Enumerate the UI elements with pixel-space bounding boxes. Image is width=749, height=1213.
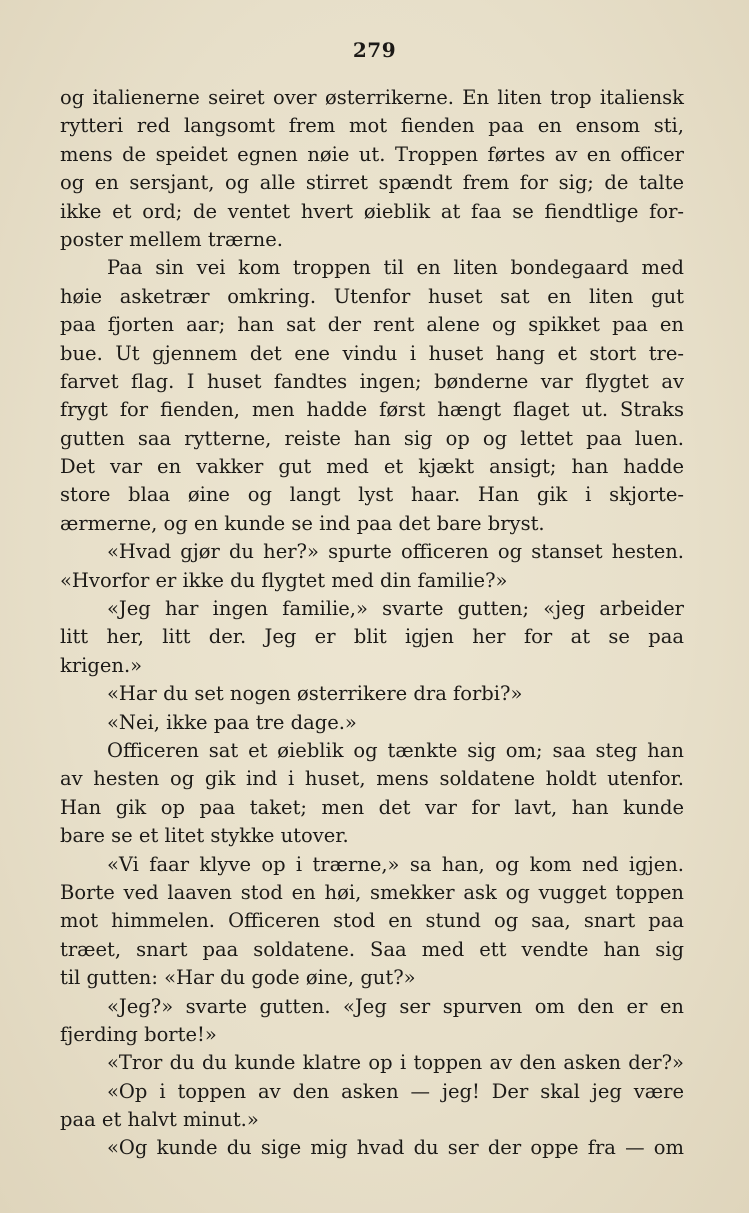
text-line: bue. Ut gjennem det ene vindu i huset hang et stort tre- bbox=[60, 341, 684, 365]
text-line: mot himmelen. Officeren stod en stund og saa, snart paa bbox=[60, 909, 684, 933]
text-line: frygt for fienden, men hadde først hængt flaget ut. Straks bbox=[60, 398, 684, 422]
text-line: «Hvad gjør du her?» spurte officeren og stanset hesten. bbox=[107, 540, 684, 564]
text-line: «Nei, ikke paa tre dage.» bbox=[107, 710, 357, 734]
text-line: Borte ved laaven stod en høi, smekker ask og vugget toppen bbox=[60, 880, 684, 904]
text-line: «Jeg har ingen familie,» svarte gutten; «jeg arbeider bbox=[107, 597, 684, 621]
text-line: av hesten og gik ind i huset, mens soldatene holdt utenfor. bbox=[60, 767, 684, 791]
text-line: store blaa øine og langt lyst haar. Han gik i skjorte- bbox=[60, 483, 684, 507]
text-line: ærmerne, og en kunde se ind paa det bare bryst. bbox=[60, 511, 545, 535]
text-line: paa fjorten aar; han sat der rent alene og spikket paa en bbox=[60, 313, 684, 337]
text-line: poster mellem trærne. bbox=[60, 227, 283, 251]
text-line: Det var en vakker gut med et kjækt ansigt; han hadde bbox=[60, 455, 684, 479]
text-line: træet, snart paa soldatene. Saa med ett vendte han sig bbox=[60, 937, 684, 961]
text-line: krigen.» bbox=[60, 653, 143, 677]
text-line: Han gik op paa taket; men det var for lavt, han kunde bbox=[60, 795, 684, 819]
text-line: mens de speidet egnen nøie ut. Troppen førtes av en officer bbox=[60, 142, 684, 166]
text-line: Officeren sat et øieblik og tænkte sig om; saa steg han bbox=[107, 738, 684, 762]
text-line: og en sersjant, og alle stirret spændt frem for sig; de talte bbox=[60, 171, 684, 195]
text-line: paa et halvt minut.» bbox=[60, 1108, 259, 1132]
text-line: «Hvorfor er ikke du flygtet med din familie?» bbox=[60, 568, 508, 592]
text-line: «Har du set nogen østerrikere dra forbi?» bbox=[107, 682, 523, 706]
text-line: fjerding borte!» bbox=[60, 1022, 217, 1046]
text-line: «Jeg?» svarte gutten. «Jeg ser spurven om den er en bbox=[107, 994, 684, 1018]
text-line: farvet flag. I huset fandtes ingen; bønderne var flygtet av bbox=[60, 369, 684, 393]
text-line: Paa sin vei kom troppen til en liten bondegaard med bbox=[107, 256, 684, 280]
text-line: «Op i toppen av den asken — jeg! Der skal jeg være bbox=[107, 1079, 684, 1103]
text-line: litt her, litt der. Jeg er blit igjen her for at se paa bbox=[60, 625, 684, 649]
text-line: høie asketrær omkring. Utenfor huset sat en liten gut bbox=[60, 284, 684, 308]
page-number: 279 bbox=[352, 38, 397, 62]
text-line: bare se et litet stykke utover. bbox=[60, 824, 349, 848]
text-line: til gutten: «Har du gode øine, gut?» bbox=[60, 966, 416, 990]
text-line: «Vi faar klyve op i trærne,» sa han, og kom ned igjen. bbox=[107, 852, 684, 876]
text-line: gutten saa rytterne, reiste han sig op og lettet paa luen. bbox=[60, 426, 684, 450]
text-line: ikke et ord; de ventet hvert øieblik at faa se fiendtlige for- bbox=[60, 199, 684, 223]
text-line: «Tror du du kunde klatre op i toppen av den asken der?» bbox=[107, 1051, 684, 1075]
text-line: rytteri red langsomt frem mot fienden paa en ensom sti, bbox=[60, 114, 684, 138]
body-text bbox=[60, 84, 684, 1163]
text-line: «Og kunde du sige mig hvad du ser der oppe fra — om bbox=[107, 1136, 684, 1160]
text-line: og italienerne seiret over østerrikerne. En liten trop italiensk bbox=[60, 86, 684, 109]
